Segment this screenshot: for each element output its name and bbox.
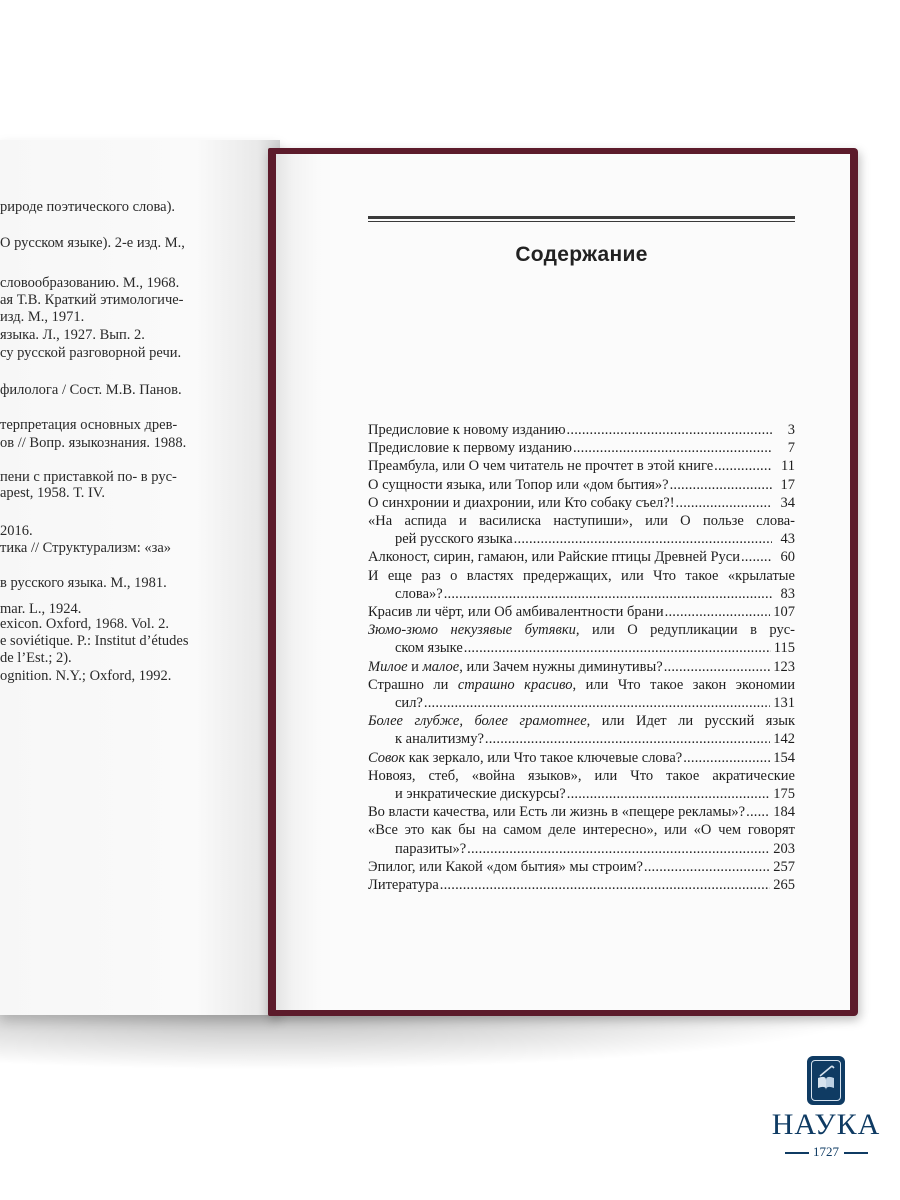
toc-entry-title-italic: малое xyxy=(422,658,460,675)
toc-entry-label xyxy=(395,585,443,603)
toc-entry-title-italic: страшно красиво xyxy=(457,676,573,693)
toc-entry-label xyxy=(368,457,713,475)
publisher-name: НАУКА xyxy=(771,1108,881,1141)
left-page-text-line: mar. L., 1924. xyxy=(0,601,82,617)
left-page-text-line: словообразованию. М., 1968. xyxy=(0,275,180,291)
toc-entry-label xyxy=(395,530,513,548)
toc-entry-title: и энкратические дискурсы? xyxy=(395,786,566,803)
toc-dot-leader xyxy=(567,785,771,803)
toc-entry-title: слова»? xyxy=(395,585,443,602)
toc-dot-leader xyxy=(467,840,770,858)
toc-entry xyxy=(368,548,795,566)
toc-page-number: 265 xyxy=(773,877,795,894)
toc-entry-label xyxy=(368,749,682,767)
toc-page-number: 3 xyxy=(787,422,795,438)
toc-entry-label xyxy=(368,803,745,821)
toc-entry-title: рей русского языка xyxy=(395,531,513,548)
toc-entry-title: сил? xyxy=(395,695,423,712)
left-page-text-line: языка. Л., 1927. Вып. 2. xyxy=(0,327,145,343)
left-page-text-line: филолога / Сост. М.В. Панов. xyxy=(0,382,182,398)
toc-entry-title: Красив ли чёрт, или Об амбивалентности брани xyxy=(368,604,664,621)
toc-entry xyxy=(368,603,795,621)
toc-page-number: 115 xyxy=(773,640,795,657)
toc-entry-label xyxy=(395,639,463,657)
toc-entry-title: Предисловие к первому изданию xyxy=(368,440,572,457)
toc-entry-title: , или Что такое закон экономии xyxy=(572,676,795,693)
toc-entry-label xyxy=(368,476,669,494)
toc-dot-leader xyxy=(714,457,772,475)
toc-page-number: 131 xyxy=(773,695,795,712)
left-page-text-line: de l’Est.; 2). xyxy=(0,650,72,666)
toc-entry-title: О синхронии и диахронии, или Кто собаку съел?! xyxy=(368,494,675,511)
left-page-text-line: ов // Вопр. языкознания. 1988. xyxy=(0,435,187,451)
left-page-text-line: e soviétique. P.: Institut d’études xyxy=(0,633,189,649)
toc-page-number: 34 xyxy=(780,494,795,511)
left-page-text-line: в русского языка. М., 1981. xyxy=(0,575,167,591)
toc-dot-leader xyxy=(683,749,770,767)
toc-entry xyxy=(368,621,795,657)
toc-entry-title: или О редупликации в рус- xyxy=(579,622,795,639)
toc-page-number: 154 xyxy=(773,749,795,766)
toc-page-number: 7 xyxy=(787,440,795,457)
toc-entry-title: паразиты»? xyxy=(395,840,467,857)
toc-dot-leader xyxy=(644,858,770,876)
toc-entry-title: , или Зачем нужны диминутивы? xyxy=(459,658,663,675)
toc-entry xyxy=(368,749,795,767)
toc-entry-label xyxy=(368,421,566,439)
toc-entry-title: и xyxy=(407,658,423,675)
toc-dot-leader xyxy=(444,585,772,603)
left-page-text-line: exicon. Oxford, 1968. Vol. 2. xyxy=(0,616,170,632)
toc-page-number: 142 xyxy=(773,731,795,748)
toc-entry xyxy=(368,876,795,894)
toc-entry-title: к аналитизму? xyxy=(395,731,484,748)
toc-page-number: 11 xyxy=(781,458,795,475)
toc-page-number: 43 xyxy=(780,531,795,548)
toc-dot-leader xyxy=(514,530,772,548)
table-of-contents xyxy=(368,421,795,894)
toc-entry-title: «Все это как бы на самом деле интересно», или «О чем говорят xyxy=(368,822,795,839)
toc-entry-title-italic: Зюмо-зюмо некузявые бутявки, xyxy=(368,622,580,639)
toc-dot-leader xyxy=(573,439,772,457)
toc-entry-label xyxy=(368,858,643,876)
toc-page-number: 17 xyxy=(780,476,795,493)
toc-entry xyxy=(368,512,795,548)
toc-page-number: 184 xyxy=(773,804,795,821)
publisher-year: 1727 xyxy=(813,1144,839,1159)
toc-entry-title: Алконост, сирин, гамаюн, или Райские птицы Древней Руси xyxy=(368,549,740,566)
toc-entry xyxy=(368,712,795,748)
toc-page-number: 83 xyxy=(780,585,795,602)
toc-entry-title: как зеркало, или Что такое ключевые слова? xyxy=(405,749,683,766)
toc-entry-first-line xyxy=(368,512,795,530)
toc-entry-title: Литература xyxy=(368,877,439,894)
left-page-text-line: apest, 1958. Т. IV. xyxy=(0,485,106,501)
toc-page-number: 175 xyxy=(773,786,795,803)
toc-entry-title: И еще раз о властях предержащих, или Что такое «крылатые xyxy=(368,567,795,584)
toc-entry-title: Во власти качества, или Есть ли жизнь в «пещере рекламы»? xyxy=(368,804,746,821)
toc-dot-leader xyxy=(746,803,770,821)
left-page xyxy=(0,140,280,1015)
toc-entry-label xyxy=(395,840,466,858)
year-dash-right xyxy=(844,1152,868,1154)
toc-dot-leader xyxy=(664,658,771,676)
left-page-text-line: 2016. xyxy=(0,523,33,539)
toc-entry-label xyxy=(368,439,572,457)
toc-dot-leader xyxy=(665,603,771,621)
toc-entry-title: О сущности языка, или Топор или «дом бытия»? xyxy=(368,476,669,493)
left-page-text-line: су русской разговорной речи. xyxy=(0,345,182,361)
toc-page-number: 60 xyxy=(780,549,795,566)
toc-entry xyxy=(368,858,795,876)
toc-entry xyxy=(368,421,795,439)
toc-entry-label xyxy=(368,876,439,894)
toc-entry-title: , или Идет ли русский язык xyxy=(586,713,795,730)
toc-page-number: 107 xyxy=(773,604,795,621)
toc-entry-title: Эпилог, или Какой «дом бытия» мы строим? xyxy=(368,858,643,875)
left-page-text-line: пени с приставкой по- в рус- xyxy=(0,469,177,485)
toc-dot-leader xyxy=(424,694,770,712)
left-page-text-line: О русском языке). 2-е изд. М., xyxy=(0,235,185,251)
toc-entry xyxy=(368,676,795,712)
toc-entry-title: Преамбула, или О чем читатель не прочтет в этой книге xyxy=(368,458,714,475)
toc-entry-label xyxy=(395,785,566,803)
toc-entry-title-italic: Более глубже, более грамотнее xyxy=(368,713,587,730)
toc-page-number: 123 xyxy=(773,658,795,675)
nauka-book-icon xyxy=(807,1056,845,1105)
toc-entry xyxy=(368,658,795,676)
left-page-text-line: ognition. N.Y.; Oxford, 1992. xyxy=(0,668,172,684)
toc-entry xyxy=(368,803,795,821)
header-rule-thin xyxy=(368,221,795,222)
toc-entry-title: Новояз, стеб, «война языков», или Что такое акратические xyxy=(368,767,795,784)
toc-dot-leader xyxy=(440,876,770,894)
toc-dot-leader xyxy=(741,548,772,566)
book-shadow xyxy=(0,1010,880,1070)
left-page-text-line: ая Т.В. Краткий этимологиче- xyxy=(0,292,184,308)
left-page-text-line: рироде поэтического слова). xyxy=(0,199,176,215)
toc-entry-title: ском языке xyxy=(395,640,463,657)
toc-entry-first-line xyxy=(368,676,795,694)
toc-entry xyxy=(368,439,795,457)
toc-entry-title-italic: Совок xyxy=(368,749,406,766)
toc-page-number: 203 xyxy=(773,840,795,857)
toc-entry-label xyxy=(368,548,740,566)
toc-entry-first-line xyxy=(368,767,795,785)
toc-entry xyxy=(368,494,795,512)
toc-entry-first-line xyxy=(368,567,795,585)
toc-entry xyxy=(368,457,795,475)
toc-entry xyxy=(368,476,795,494)
toc-entry-label xyxy=(368,658,663,676)
toc-entry xyxy=(368,767,795,803)
left-page-text-line: тика // Структурализм: «за» xyxy=(0,540,172,556)
toc-entry-label xyxy=(368,494,675,512)
toc-dot-leader xyxy=(464,639,771,657)
toc-entry-title: Предисловие к новому изданию xyxy=(368,422,566,438)
toc-entry xyxy=(368,567,795,603)
left-page-text-line: изд. М., 1971. xyxy=(0,309,85,325)
toc-entry-label xyxy=(368,603,664,621)
toc-entry-label xyxy=(395,730,484,748)
toc-dot-leader xyxy=(676,494,772,512)
toc-page-number: 257 xyxy=(773,858,795,875)
toc-entry-first-line xyxy=(368,712,795,730)
toc-entry xyxy=(368,821,795,857)
header-rule-thick xyxy=(368,216,795,219)
toc-entry-label xyxy=(395,694,423,712)
toc-dot-leader xyxy=(567,421,772,439)
toc-entry-first-line xyxy=(368,821,795,839)
left-page-text-line: терпретация основных древ- xyxy=(0,417,178,433)
toc-title: Содержание xyxy=(515,243,648,266)
toc-entry-title: Страшно ли xyxy=(368,676,458,693)
toc-entry-title: «На аспида и василиска наступиши», или О пользе слова- xyxy=(368,513,795,530)
toc-dot-leader xyxy=(670,476,772,494)
toc-dot-leader xyxy=(485,730,770,748)
toc-entry-first-line xyxy=(368,621,795,639)
toc-entry-title-italic: Милое xyxy=(368,658,408,675)
